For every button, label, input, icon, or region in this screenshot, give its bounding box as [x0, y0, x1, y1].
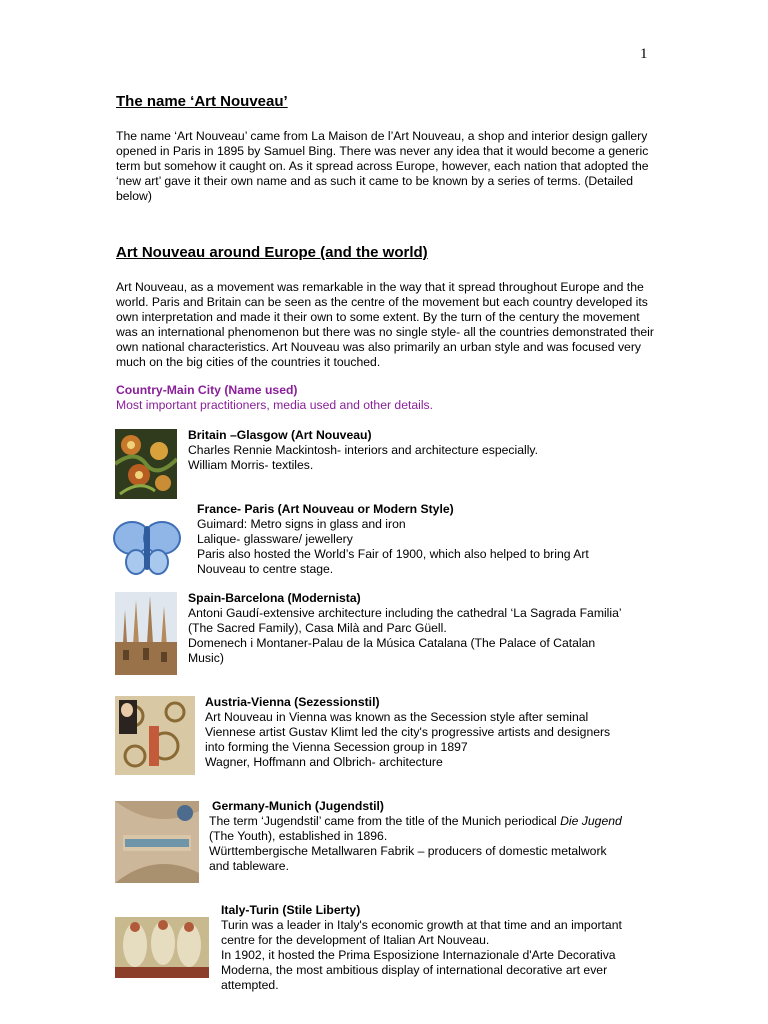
entry-line: Nouveau to centre stage.: [197, 562, 334, 577]
legend-subtitle: Most important practitioners, media used and other details.: [116, 398, 434, 413]
entry-title: Germany-Munich (Jugendstil): [212, 799, 384, 813]
legend: [116, 383, 661, 413]
klimt-painting-image: [115, 696, 195, 775]
entry-line: [209, 814, 669, 829]
entry-title: Austria-Vienna (Sezessionstil): [205, 695, 380, 709]
entry-line: Charles Rennie Mackintosh- interiors and architecture especially.: [188, 443, 538, 458]
page-number: 1: [640, 46, 648, 62]
jugendstil-book-image: [115, 801, 199, 883]
turin-poster-image: [115, 917, 209, 978]
lalique-brooch-image: [110, 512, 184, 580]
entry-line: Domenech i Montaner-Palau de la Música Catalana (The Palace of Catalan: [188, 636, 596, 651]
entry-line: Art Nouveau in Vienna was known as the Secession style after seminal: [205, 710, 589, 725]
floral-textile-image: [115, 429, 177, 499]
entry-line: Guimard: Metro signs in glass and iron: [197, 517, 406, 532]
entry-line-part: The term ‘Jugendstil’ came from the title of the Munich periodical: [209, 814, 561, 829]
entry-line: Antoni Gaudí-extensive architecture including the cathedral ‘La Sagrada Familia’: [188, 606, 622, 621]
entry-line: into forming the Vienna Secession group in 1897: [205, 740, 468, 755]
entry-line: Viennese artist Gustav Klimt led the city's progressive artists and designers: [205, 725, 611, 740]
entry-title: France- Paris (Art Nouveau or Modern Style): [197, 502, 454, 516]
entry-line: (The Sacred Family), Casa Milà and Parc Güell.: [188, 621, 447, 636]
entry-line: In 1902, it hosted the Prima Esposizione Internazionale d'Arte Decorativa: [221, 948, 616, 963]
section-heading-name: The name ‘Art Nouveau’: [116, 93, 288, 110]
entry-line: Music): [188, 651, 224, 666]
entry-line: Lalique- glassware/ jewellery: [197, 532, 353, 547]
legend-title: Country-Main City (Name used): [116, 383, 298, 397]
entry-title: Italy-Turin (Stile Liberty): [221, 903, 361, 917]
entry-line: Turin was a leader in Italy's economic growth at that time and an important: [221, 918, 622, 933]
entry-line: and tableware.: [209, 859, 289, 874]
entry-line: Wagner, Hoffmann and Olbrich- architecture: [205, 755, 443, 770]
sagrada-familia-image: [115, 592, 177, 675]
entry-line: centre for the development of Italian Art Nouveau.: [221, 933, 490, 948]
entry-line: Moderna, the most ambitious display of international decorative art ever: [221, 963, 608, 978]
entry-line: Paris also hosted the World’s Fair of 1900, which also helped to bring Art: [197, 547, 589, 562]
entry-line: (The Youth), established in 1896.: [209, 829, 388, 844]
entry-line: William Morris- textiles.: [188, 458, 314, 473]
entry-title: Spain-Barcelona (Modernista): [188, 591, 361, 605]
section-paragraph-name: The name ‘Art Nouveau’ came from La Maison de l’Art Nouveau, a shop and interior design gallery opened in Paris in 1895 by Samuel Bing. There was never any idea that it would become a generic term but somehow it caught on. As it spread across Europe, however, each nation that adopted the ‘new art’ gave it their own name and as such it came to be known by a series of terms. (Detailed below): [116, 129, 649, 204]
section-heading-europe: Art Nouveau around Europe (and the world): [116, 244, 428, 261]
section-paragraph-europe: Art Nouveau, as a movement was remarkable in the way that it spread throughout Europe and the world. Paris and Britain can be seen as the centre of the movement but each country developed its own interpretation and made it their own to some extent. By the turn of the century the movement was an international phenomenon but there was no single style- all the countries demonstrated their own national characteristics. Art Nouveau was also primarily an urban style and was focused very much on the big cities of the countries it touched.: [116, 280, 654, 370]
entry-line: Württembergische Metallwaren Fabrik – producers of domestic metalwork: [209, 844, 607, 859]
entry-title: Britain –Glasgow (Art Nouveau): [188, 428, 372, 442]
entry-line: attempted.: [221, 978, 279, 993]
periodical-title: Die Jugend: [560, 814, 622, 829]
